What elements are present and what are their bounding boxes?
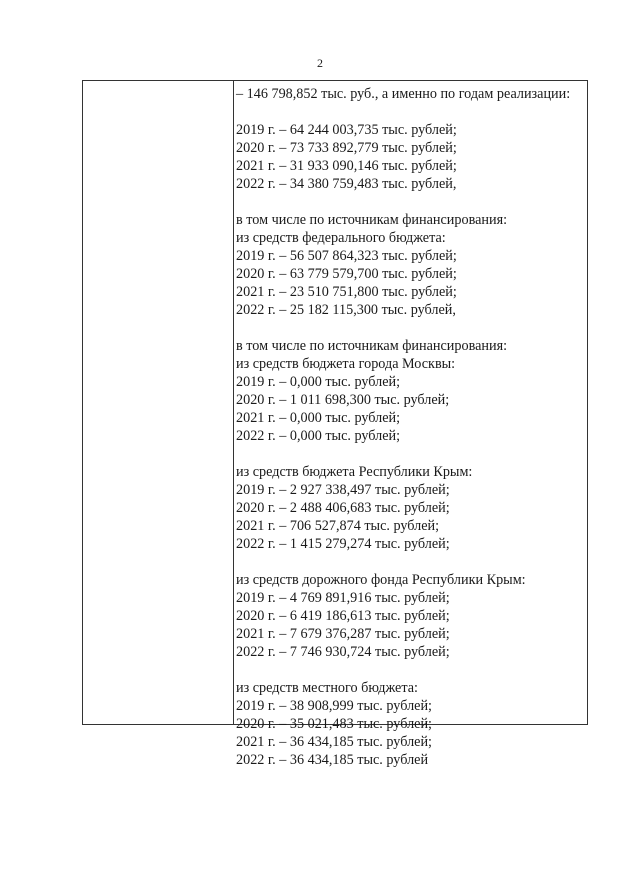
funding-line: 2021 г. – 0,000 тыс. рублей; [236, 410, 401, 426]
funding-line: из средств местного бюджета: [236, 680, 418, 696]
funding-line: 2022 г. – 34 380 759,483 тыс. рублей, [236, 176, 457, 192]
block-spacer [236, 445, 587, 463]
funding-line: 2022 г. – 36 434,185 тыс. рублей [236, 752, 429, 768]
funding-line: из средств дорожного фонда Республики Крым: [236, 572, 526, 588]
funding-line: 2020 г. – 35 021,483 тыс. рублей; [236, 716, 432, 732]
funding-line: 2020 г. – 1 011 698,300 тыс. рублей; [236, 392, 450, 408]
funding-line: в том числе по источникам финансирования: [236, 338, 508, 354]
funding-line: 2020 г. – 2 488 406,683 тыс. рублей; [236, 500, 450, 516]
funding-line: 2019 г. – 2 927 338,497 тыс. рублей; [236, 482, 450, 498]
funding-line: 2020 г. – 6 419 186,613 тыс. рублей; [236, 608, 450, 624]
table-right-column [234, 81, 587, 768]
funding-line: 2022 г. – 7 746 930,724 тыс. рублей; [236, 644, 450, 660]
funding-line: 2022 г. – 0,000 тыс. рублей; [236, 428, 401, 444]
funding-line: 2019 г. – 56 507 864,323 тыс. рублей; [236, 248, 457, 264]
funding-line: 2019 г. – 4 769 891,916 тыс. рублей; [236, 590, 450, 606]
funding-block [236, 121, 587, 193]
funding-line: 2021 г. – 706 527,874 тыс. рублей; [236, 518, 440, 534]
funding-line: 2019 г. – 64 244 003,735 тыс. рублей; [236, 122, 457, 138]
funding-line: 2021 г. – 7 679 376,287 тыс. рублей; [236, 626, 450, 642]
funding-line: из средств бюджета Республики Крым: [236, 464, 473, 480]
table-left-column [83, 81, 234, 724]
funding-block [236, 571, 587, 661]
block-spacer [236, 193, 587, 211]
funding-line: 2020 г. – 73 733 892,779 тыс. рублей; [236, 140, 457, 156]
funding-blocks [236, 103, 587, 769]
funding-line: из средств бюджета города Москвы: [236, 356, 456, 372]
block-spacer [236, 661, 587, 679]
intro-line: – 146 798,852 тыс. руб., а именно по годам реализации: [236, 86, 571, 102]
funding-line: 2021 г. – 23 510 751,800 тыс. рублей; [236, 284, 457, 300]
funding-table [82, 80, 588, 768]
funding-line: 2019 г. – 38 908,999 тыс. рублей; [236, 698, 432, 714]
funding-line: 2022 г. – 1 415 279,274 тыс. рублей; [236, 536, 450, 552]
funding-block [236, 463, 587, 553]
block-spacer [236, 103, 587, 121]
funding-line: в том числе по источникам финансирования: [236, 212, 508, 228]
funding-block [236, 337, 587, 445]
funding-block [236, 211, 587, 319]
block-spacer [236, 553, 587, 571]
funding-line: 2019 г. – 0,000 тыс. рублей; [236, 374, 401, 390]
funding-line: 2022 г. – 25 182 115,300 тыс. рублей, [236, 302, 456, 318]
page-number: 2 [317, 56, 323, 70]
funding-line: 2021 г. – 31 933 090,146 тыс. рублей; [236, 158, 457, 174]
funding-line: 2020 г. – 63 779 579,700 тыс. рублей; [236, 266, 457, 282]
funding-line: из средств федерального бюджета: [236, 230, 446, 246]
funding-block [236, 679, 587, 769]
funding-line: 2021 г. – 36 434,185 тыс. рублей; [236, 734, 432, 750]
block-spacer [236, 319, 587, 337]
